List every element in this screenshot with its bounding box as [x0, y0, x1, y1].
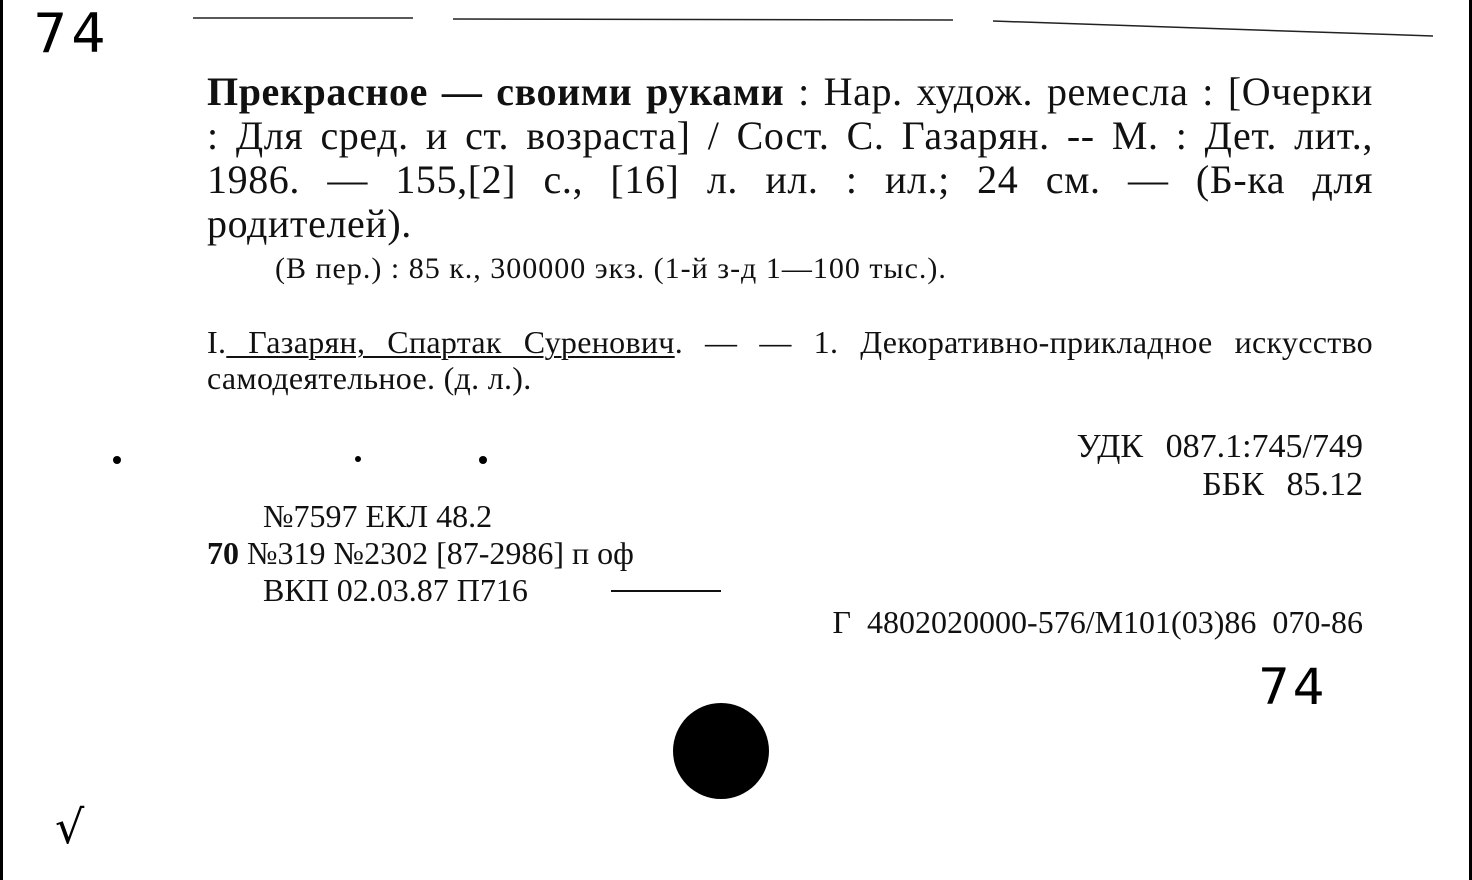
- classification-block: [1077, 428, 1363, 504]
- book-title: Прекрасное — своими руками: [207, 69, 785, 114]
- book-details: : Нар. худож. ремесла : [Очерки : Для сред. и ст. возраста] / Сост. С. Газарян. -- М. : Дет. лит., 1986. — 155,[2] с., [16] л. ил. : ил.; 24 см. — (Б-ка для родителей).: [207, 69, 1373, 246]
- code-line-3: ВКП 02.03.87 П716: [263, 572, 528, 608]
- handwritten-number-top-left: 74: [33, 2, 110, 65]
- dash-line: [611, 590, 721, 592]
- tracing-subjects: . — — 1. Декоративно-прикладное искусство самодеятельное. (д. л.).: [207, 324, 1373, 396]
- index-code-line: Г 4802020000-576/М101(03)86 070-86: [832, 604, 1363, 640]
- speck: [355, 456, 361, 462]
- tracing-entry: [207, 324, 1373, 396]
- tracing-prefix: I.: [207, 324, 227, 360]
- speck: [113, 456, 121, 464]
- punch-hole: [673, 703, 769, 799]
- author-name-underlined: Газарян, Спартак Суренович: [226, 324, 675, 360]
- bbk-code: ББК 85.12: [1202, 466, 1363, 503]
- udk-code: УДК 087.1:745/749: [1076, 428, 1363, 465]
- speck: [479, 456, 487, 464]
- code-line-1: №7597 ЕКЛ 48.2: [263, 498, 493, 534]
- check-mark-icon: √: [55, 800, 85, 854]
- price-line: (В пер.) : 85 к., 300000 экз. (1-й з-д 1—100 тыс.).: [275, 252, 947, 285]
- bibliographic-description: [207, 70, 1373, 246]
- top-rule: [193, 16, 1433, 38]
- control-codes: [207, 498, 634, 609]
- handwritten-number-bottom-right: 74: [1258, 658, 1328, 716]
- code-line-2: 70 №319 №2302 [87-2986] п оф: [207, 535, 634, 571]
- code-line-2-prefix: 70: [207, 535, 239, 571]
